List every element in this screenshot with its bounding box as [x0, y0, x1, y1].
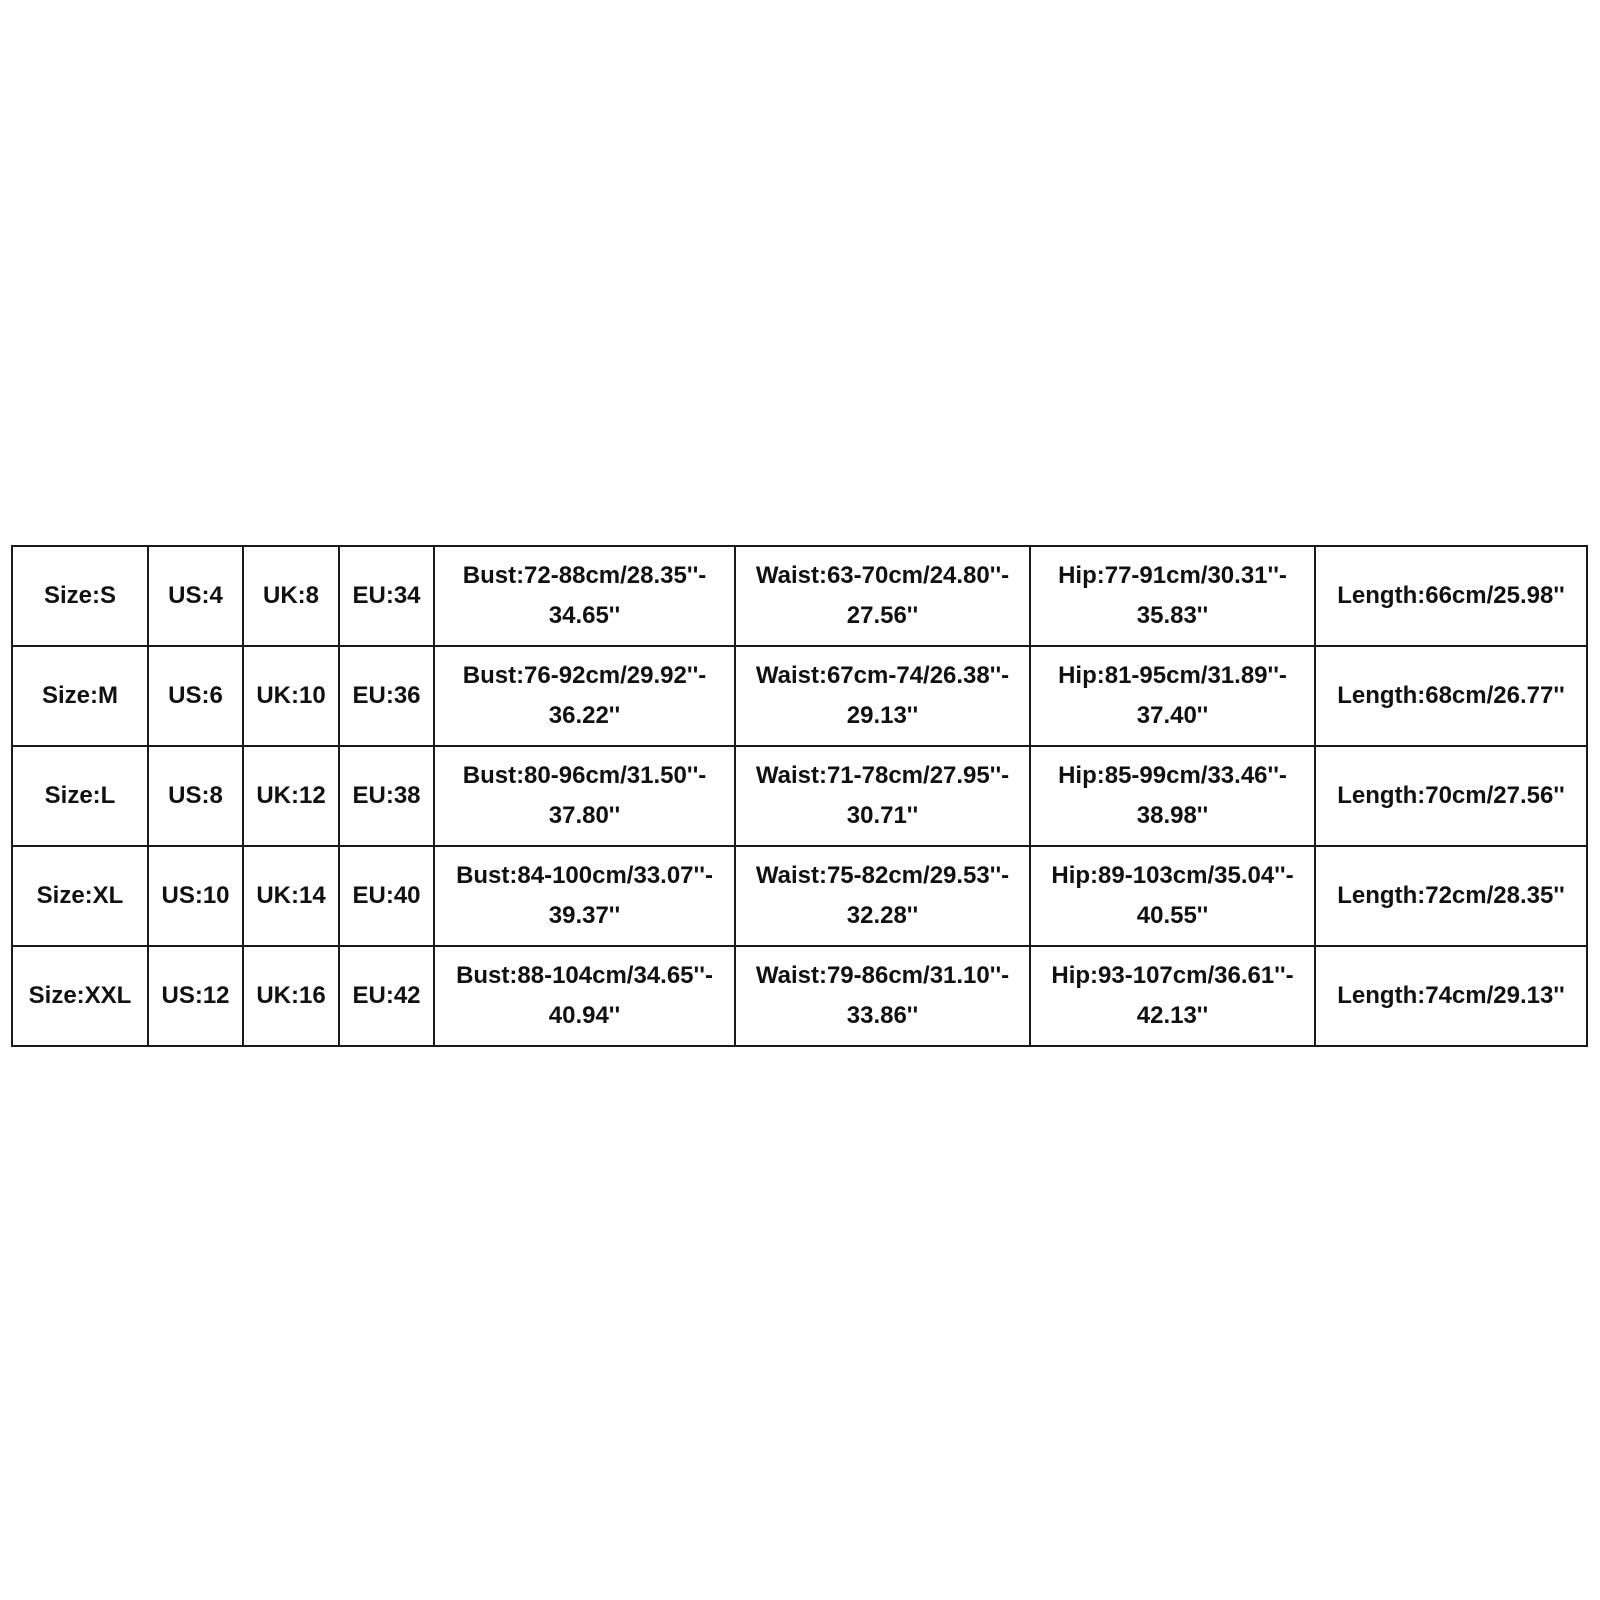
waist-line-1: Waist:71-78cm/27.95''-	[755, 762, 1010, 789]
table-row	[12, 846, 1587, 946]
eu-size-cell: EU:42	[339, 946, 434, 1046]
waist-line-2: 29.13''	[846, 702, 919, 729]
waist-cell	[735, 746, 1030, 846]
size-cell: Size:S	[12, 546, 148, 646]
us-size-cell: US:10	[148, 846, 243, 946]
waist-line-2: 30.71''	[846, 802, 919, 829]
us-size-cell: US:12	[148, 946, 243, 1046]
hip-line-2: 35.83''	[1136, 602, 1209, 629]
hip-cell	[1030, 546, 1315, 646]
eu-size-cell: EU:40	[339, 846, 434, 946]
length-cell: Length:72cm/28.35''	[1315, 846, 1587, 946]
waist-cell	[735, 846, 1030, 946]
bust-cell	[434, 746, 735, 846]
bust-line-2: 34.65''	[548, 602, 621, 629]
table-row	[12, 746, 1587, 846]
bust-line-1: Bust:76-92cm/29.92''-	[462, 662, 707, 689]
size-cell: Size:M	[12, 646, 148, 746]
hip-line-2: 37.40''	[1136, 702, 1209, 729]
length-cell: Length:66cm/25.98''	[1315, 546, 1587, 646]
bust-cell	[434, 846, 735, 946]
us-size-cell: US:4	[148, 546, 243, 646]
eu-size-cell: EU:38	[339, 746, 434, 846]
bust-cell	[434, 546, 735, 646]
eu-size-cell: EU:34	[339, 546, 434, 646]
bust-line-2: 36.22''	[548, 702, 621, 729]
bust-line-1: Bust:72-88cm/28.35''-	[462, 562, 707, 589]
waist-line-2: 27.56''	[846, 602, 919, 629]
waist-cell	[735, 946, 1030, 1046]
waist-line-1: Waist:75-82cm/29.53''-	[755, 862, 1010, 889]
waist-line-2: 32.28''	[846, 902, 919, 929]
uk-size-cell: UK:14	[243, 846, 339, 946]
hip-cell	[1030, 746, 1315, 846]
table-row	[12, 946, 1587, 1046]
waist-cell	[735, 646, 1030, 746]
waist-cell	[735, 546, 1030, 646]
waist-line-2: 33.86''	[846, 1002, 919, 1029]
hip-line-1: Hip:89-103cm/35.04''-	[1051, 862, 1294, 889]
table-row	[12, 546, 1587, 646]
hip-line-1: Hip:93-107cm/36.61''-	[1051, 962, 1294, 989]
waist-line-1: Waist:79-86cm/31.10''-	[755, 962, 1010, 989]
bust-line-1: Bust:80-96cm/31.50''-	[462, 762, 707, 789]
uk-size-cell: UK:12	[243, 746, 339, 846]
bust-line-2: 39.37''	[548, 902, 621, 929]
hip-line-1: Hip:85-99cm/33.46''-	[1058, 762, 1287, 789]
table-row	[12, 646, 1587, 746]
bust-line-2: 40.94''	[548, 1002, 621, 1029]
us-size-cell: US:6	[148, 646, 243, 746]
uk-size-cell: UK:8	[243, 546, 339, 646]
bust-line-1: Bust:88-104cm/34.65''-	[456, 962, 713, 989]
hip-line-2: 42.13''	[1136, 1002, 1209, 1029]
hip-line-1: Hip:81-95cm/31.89''-	[1058, 662, 1287, 689]
waist-line-1: Waist:67cm-74/26.38''-	[755, 662, 1010, 689]
eu-size-cell: EU:36	[339, 646, 434, 746]
waist-line-1: Waist:63-70cm/24.80''-	[755, 562, 1010, 589]
length-cell: Length:70cm/27.56''	[1315, 746, 1587, 846]
hip-line-2: 40.55''	[1136, 902, 1209, 929]
bust-line-1: Bust:84-100cm/33.07''-	[456, 862, 713, 889]
size-cell: Size:XL	[12, 846, 148, 946]
bust-cell	[434, 646, 735, 746]
size-chart-table	[11, 545, 1588, 1047]
uk-size-cell: UK:10	[243, 646, 339, 746]
hip-cell	[1030, 646, 1315, 746]
length-cell: Length:68cm/26.77''	[1315, 646, 1587, 746]
hip-cell	[1030, 846, 1315, 946]
uk-size-cell: UK:16	[243, 946, 339, 1046]
length-cell: Length:74cm/29.13''	[1315, 946, 1587, 1046]
size-cell: Size:XXL	[12, 946, 148, 1046]
hip-line-1: Hip:77-91cm/30.31''-	[1058, 562, 1287, 589]
us-size-cell: US:8	[148, 746, 243, 846]
size-cell: Size:L	[12, 746, 148, 846]
hip-cell	[1030, 946, 1315, 1046]
hip-line-2: 38.98''	[1136, 802, 1209, 829]
bust-cell	[434, 946, 735, 1046]
bust-line-2: 37.80''	[548, 802, 621, 829]
